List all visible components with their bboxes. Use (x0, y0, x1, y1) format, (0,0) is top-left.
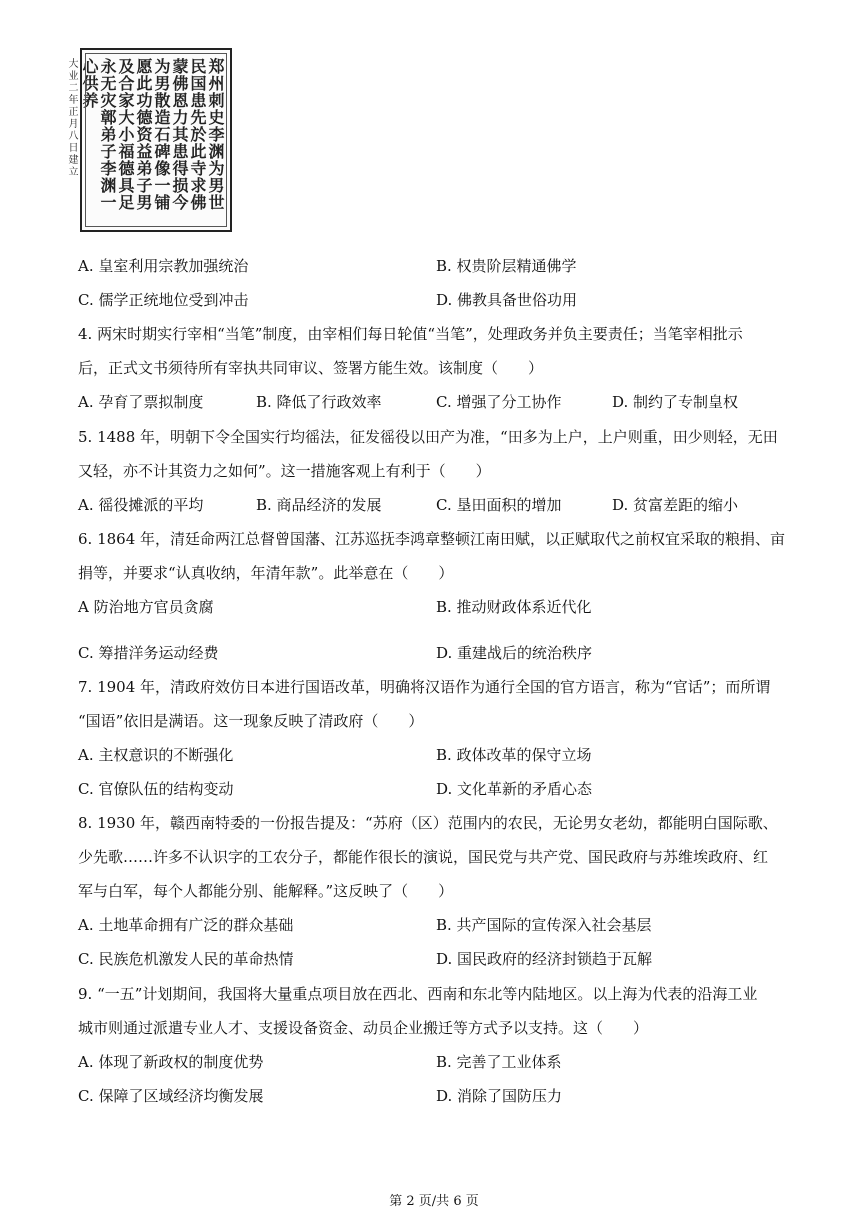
q3-option-d: D. 佛教具备世俗功用 (436, 291, 578, 309)
q4-option-a: A. 孕育了票拟制度 (78, 393, 204, 411)
q5-stem-line2: 又轻，亦不计其资力之如何”。这一措施客观上有利于（ ） (78, 462, 491, 480)
q5-option-b: B. 商品经济的发展 (256, 496, 382, 514)
q9-option-a: A. 体现了新政权的制度优势 (78, 1053, 264, 1071)
q7-option-c: C. 官僚队伍的结构变动 (78, 780, 234, 798)
q7-option-d: D. 文化革新的矛盾心态 (436, 780, 593, 798)
q8-option-b: B. 共产国际的宣传深入社会基层 (436, 916, 652, 934)
q4-stem-line2: 后，正式文书须待所有宰执共同审议、签署方能生效。该制度（ ） (78, 359, 544, 377)
q6-option-c: C. 筹措洋务运动经费 (78, 644, 219, 662)
q6-stem-line1: 6. 1864 年，清廷命两江总督曾国藩、江苏巡抚李鸿章整顿江南田赋，以正赋取代之前权宜采取的粮捐、亩 (78, 530, 786, 548)
stele-column: 心供养 (80, 58, 99, 109)
q3-option-a: A. 皇室利用宗教加强统治 (78, 257, 249, 275)
q4-option-d: D. 制约了专制皇权 (612, 393, 739, 411)
q7-option-b: B. 政体改革的保守立场 (436, 746, 592, 764)
stele-column: 愿此功德资益弟子男 (134, 58, 153, 211)
q8-option-c: C. 民族危机激发人民的革命热情 (78, 950, 294, 968)
q6-option-b: B. 推动财政体系近代化 (436, 598, 592, 616)
q4-stem-line1: 4. 两宋时期实行宰相“当笔”制度，由宰相们每日轮值“当笔”，处理政务并负主要责任；当笔宰相批示 (78, 325, 743, 343)
q5-option-c: C. 垦田面积的增加 (436, 496, 562, 514)
stele-column: 蒙佛恩力其患得损今 (170, 58, 189, 211)
q9-option-d: D. 消除了国防压力 (436, 1087, 563, 1105)
q3-option-c: C. 儒学正统地位受到冲击 (78, 291, 249, 309)
stele-column: 民国患先於此寺求佛 (188, 58, 207, 211)
q6-option-d: D. 重建战后的统治秩序 (436, 644, 593, 662)
page-footer: 第 2 页/共 6 页 (389, 1194, 479, 1209)
q6-stem-line2: 捐等，并要求“认真收纳，年清年款”。此举意在（ ） (78, 564, 454, 582)
q7-stem-line1: 7. 1904 年，清政府效仿日本进行国语改革，明确将汉语作为通行全国的官方语言，称为“官话”；而所谓 (78, 678, 771, 696)
q9-option-c: C. 保障了区域经济均衡发展 (78, 1087, 264, 1105)
q4-option-c: C. 增强了分工协作 (436, 393, 562, 411)
q7-stem-line2: “国语”依旧是满语。这一现象反映了清政府（ ） (78, 712, 424, 730)
q8-stem-line2: 少先歌……许多不认识字的工农分子，都能作很长的演说，国民党与共产党、国民政府与苏维埃政府、红 (78, 848, 769, 866)
stele-inscription-image (66, 48, 232, 232)
q8-stem-line1: 8. 1930 年，赣西南特委的一份报告提及：“苏府（区）范围内的农民，无论男女老幼，都能明白国际歌、 (78, 814, 778, 832)
q3-option-b: B. 权贵阶层精通佛学 (436, 257, 577, 275)
q9-stem-line1: 9. “一五”计划期间，我国将大量重点项目放在西北、西南和东北等内陆地区。以上海为代表的沿海工业 (78, 985, 758, 1003)
q8-option-a: A. 土地革命拥有广泛的群众基础 (78, 916, 294, 934)
stele-column: 郑州刺史李渊为男世 (206, 58, 225, 211)
q9-stem-line2: 城市则通过派遣专业人才、支援设备资金、动员企业搬迁等方式予以支持。这（ ） (78, 1019, 649, 1037)
stele-column: 及合家大小福德具足 (116, 58, 135, 211)
stele-column: 为男散造石碑像一铺 (152, 58, 171, 211)
q6-option-a: A 防治地方官员贪腐 (78, 598, 214, 616)
q9-option-b: B. 完善了工业体系 (436, 1053, 562, 1071)
q5-option-d: D. 贫富差距的缩小 (612, 496, 739, 514)
stele-column: 永无灾鄣弟子李渊一 (98, 58, 117, 211)
stele-columns (66, 58, 225, 224)
q8-option-d: D. 国民政府的经济封锁趋于瓦解 (436, 950, 653, 968)
stele-date-column: 大业二年正月八日建立 (66, 58, 77, 178)
q7-option-a: A. 主权意识的不断强化 (78, 746, 234, 764)
q5-stem-line1: 5. 1488 年，明朝下令全国实行均徭法，征发徭役以田产为准，“田多为上户，上户则重，田少则轻，无田 (78, 428, 778, 446)
q4-option-b: B. 降低了行政效率 (256, 393, 382, 411)
q8-stem-line3: 军与白军，每个人都能分别、能解释。”这反映了（ ） (78, 882, 454, 900)
q5-option-a: A. 徭役摊派的平均 (78, 496, 204, 514)
